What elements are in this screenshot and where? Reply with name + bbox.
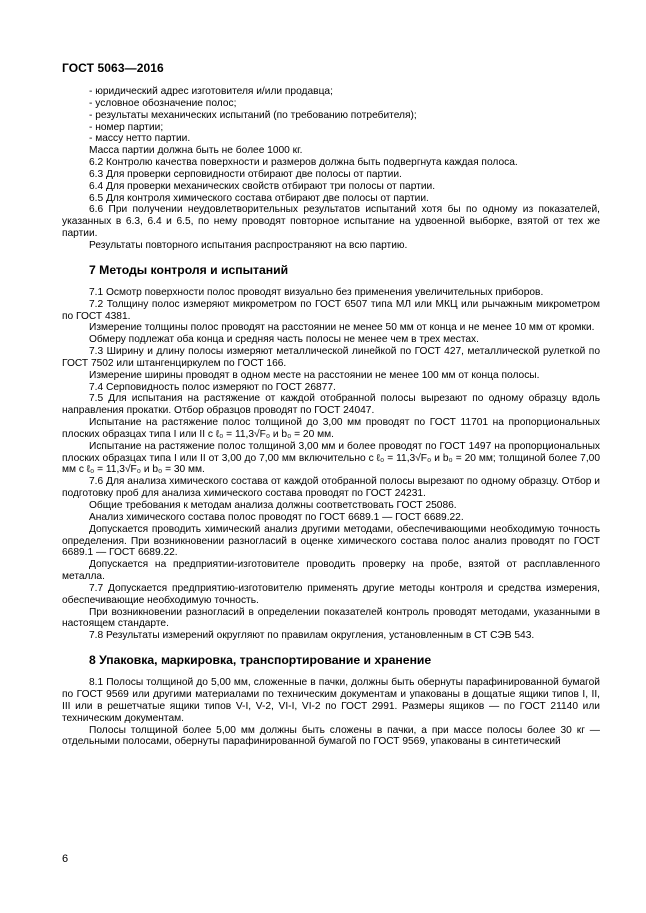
paragraph: При возникновении разногласий в определении показателей контроль проводят методами, указанными в настоящем стандарте. (62, 606, 600, 630)
list-item: - юридический адрес изготовителя и/или продавца; (89, 86, 333, 97)
paragraph: 7.3 Ширину и длину полосы измеряют металлической линейкой по ГОСТ 427, металлической рулеткой по ГОСТ 7502 или штангенциркулем по ГОСТ 166. (62, 346, 600, 369)
paragraph: 7.2 Толщину полос измеряют микрометром по ГОСТ 6507 типа МЛ или МКЦ или рычажным микрометром по ГОСТ 4381. (62, 298, 600, 322)
paragraph: 7.7 Допускается предприятию-изготовителю применять другие методы контроля и средства измерения, обеспечивающие необходимую точность. (62, 582, 600, 606)
page-number: 6 (62, 853, 69, 865)
paragraph: 7.1 Осмотр поверхности полос проводят визуально без применения увеличительных приборов. (89, 286, 544, 298)
paragraph: 7.5 Для испытания на растяжение от каждой отобранной полосы вырезают по одному образцу вдоль направления прокатки. Отбор образцов проводят по ГОСТ 24047. (62, 393, 600, 417)
paragraph: Измерение ширины проводят в одном месте на расстоянии не менее 100 мм от конца полосы. (89, 369, 540, 381)
paragraph: 6.3 Для проверки серповидности отбирают две полосы от партии. (89, 168, 402, 180)
list-item: - результаты механических испытаний (по требованию потребителя); (89, 109, 417, 121)
section-7-heading: 7 Методы контроля и испытаний (89, 262, 289, 277)
list-item: - условное обозначение полос; (89, 97, 237, 109)
paragraph: Общие требования к методам анализа должны соответствовать ГОСТ 25086. (89, 500, 457, 511)
paragraph: Полосы толщиной более 5,00 мм должны быть сложены в пачки, а при массе полосы более 30 кг — отдельными полосами, обернуты парафинированной бумагой по ГОСТ 9569, упакованы в синтетический (62, 724, 600, 748)
list-item: - массу нетто партии. (89, 133, 191, 145)
paragraph: Испытание на растяжение полос толщиной до 3,00 мм проводят по ГОСТ 11701 на пропорциональных плоских образцах типа I или II с ℓ₀ = 11,3√F₀ и b₀ = 20 мм. (62, 417, 600, 440)
paragraph: 6.4 Для проверки механических свойств отбирают три полосы от партии. (89, 180, 436, 192)
section-8-heading: 8 Упаковка, маркировка, транспортирование и хранение (89, 653, 432, 668)
list-item: - номер партии; (89, 121, 164, 133)
paragraph: 7.4 Серповидность полос измеряют по ГОСТ 26877. (89, 381, 336, 393)
paragraph: Обмеру подлежат оба конца и средняя часть полосы не менее чем в трех местах. (89, 334, 479, 346)
paragraph: 7.8 Результаты измерений округляют по правилам округления, установленным в СТ СЭВ 543. (89, 630, 535, 642)
paragraph: Измерение толщины полос проводят на расстоянии не менее 50 мм от конца и не менее 10 мм от кромки. (89, 322, 595, 334)
paragraph: 7.6 Для анализа химического состава от каждой отобранной полосы вырезают по одному образцу. Отбор и подготовку проб для анализа химического состава проводят по ГОСТ 24231. (62, 476, 600, 500)
paragraph: Масса партии должна быть не более 1000 кг. (89, 145, 303, 157)
paragraph: 8.1 Полосы толщиной до 5,00 мм, сложенные в пачки, должны быть обернуты парафинированной бумагой по ГОСТ 9569 или другими материалами по техническим документам и упакованы в дощатые ящики типов I, II, III или в решетчатые ящики типов V-I, V-2, VI-I, VI-2 по ГОСТ 2991. Размеры ящиков — по ГОСТ 21140 или техническим документам. (62, 677, 600, 724)
paragraph: Допускается на предприятии-изготовителе проводить проверку на пробе, взятой от расплавленного металла. (62, 559, 600, 583)
paragraph: 6.5 Для контроля химического состава отбирают две полосы от партии. (89, 192, 429, 204)
paragraph: Анализ химического состава полос проводят по ГОСТ 6689.1 — ГОСТ 6689.22. (89, 511, 464, 523)
paragraph: Допускается проводить химический анализ другими методами, обеспечивающими необходимую точность определения. При возникновении разногласий в оценке химического состава полос анализ проводят по ГОСТ 6689.1 — ГОСТ 6689.22. (62, 523, 600, 559)
document-body (62, 86, 600, 748)
paragraph: Результаты повторного испытания распространяют на всю партию. (89, 239, 408, 251)
page-header: ГОСТ 5063—2016 (62, 61, 164, 75)
paragraph: 6.2 Контролю качества поверхности и размеров должна быть подвергнута каждая полоса. (89, 157, 518, 169)
paragraph: 6.6 При получении неудовлетворительных результатов испытаний хотя бы по одному из показателей, указанных в 6.3, 6.4 и 6.5, по нему проводят повторное испытание на удвоенной выборке, взятой от тех же партии. (62, 204, 600, 240)
paragraph: Испытание на растяжение полос толщиной 3,00 мм и более проводят по ГОСТ 1497 на пропорциональных плоских образцах типа I или II от 3,00 до 7,00 мм включительно с ℓ₀ = 11,3√F₀ и b₀ = 20 мм; толщиной более 7,00 мм с ℓ₀ = 11,3√F₀ и b₀ = 30 мм. (62, 440, 600, 476)
